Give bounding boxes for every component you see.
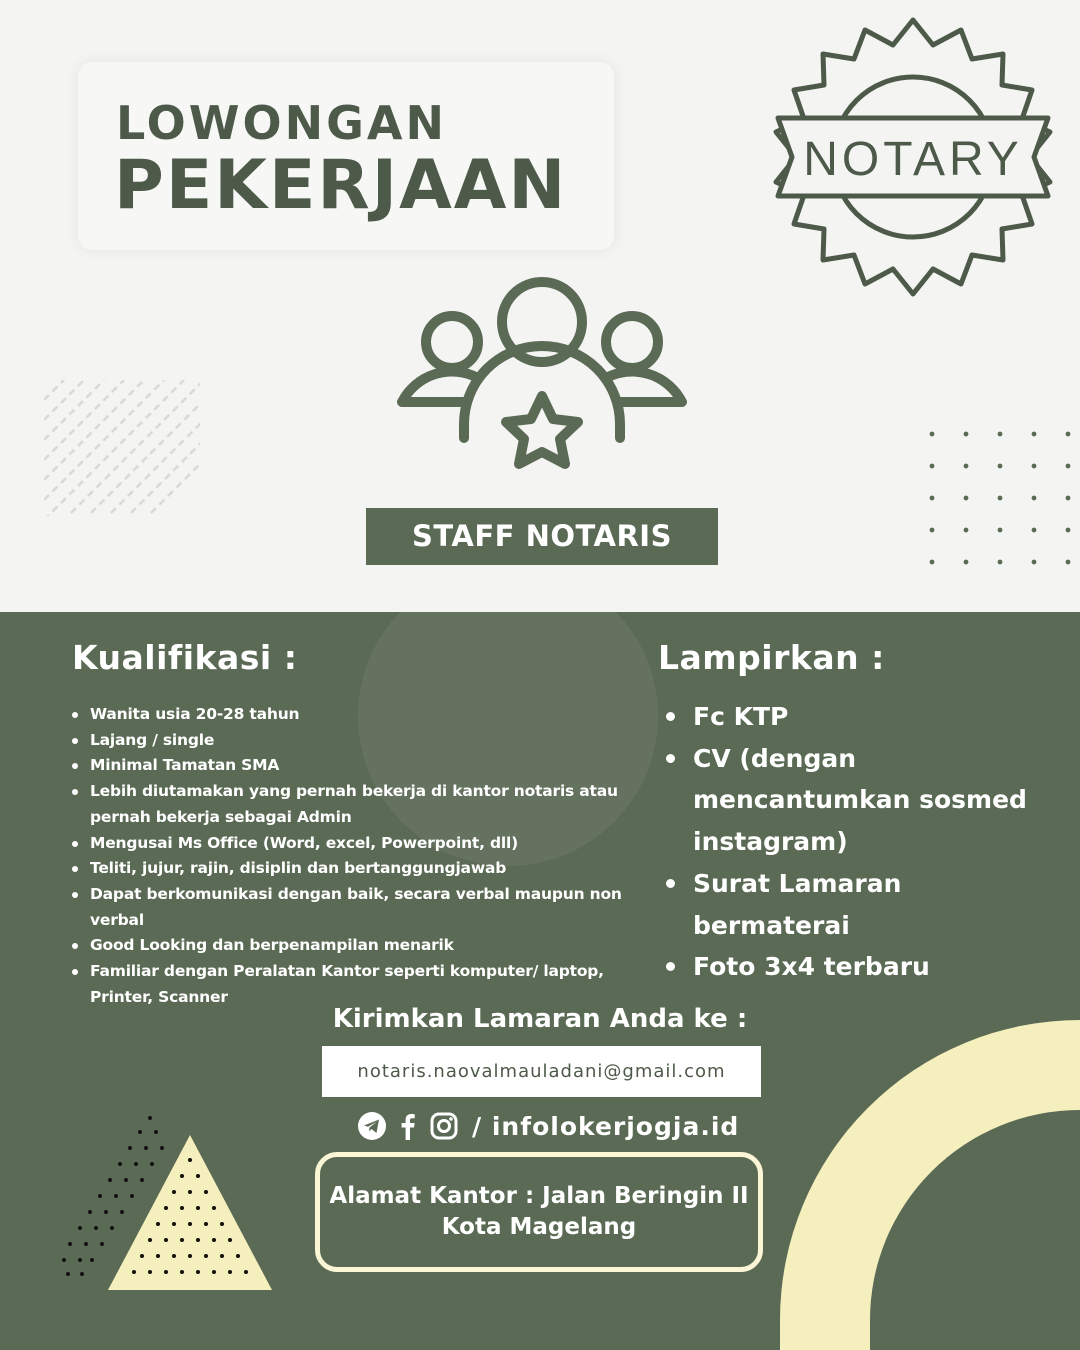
- dotted-triangle-decoration: [60, 1110, 290, 1310]
- list-item: Familiar dengan Peralatan Kantor seperti komputer/ laptop, Printer, Scanner: [70, 959, 630, 1010]
- list-item: Minimal Tamatan SMA: [70, 753, 630, 779]
- attachments-heading: Lampirkan :: [658, 638, 885, 677]
- telegram-icon[interactable]: [356, 1110, 388, 1142]
- team-star-icon: [392, 274, 692, 494]
- cream-arc-decoration: [780, 1020, 1080, 1350]
- attachments-list: [662, 696, 1062, 988]
- stamp-text: NOTARY: [803, 133, 1023, 186]
- list-item: Mengusai Ms Office (Word, excel, Powerpoint, dll): [70, 831, 630, 857]
- social-links: [356, 1106, 739, 1146]
- instagram-icon[interactable]: [428, 1110, 460, 1142]
- job-title-badge: STAFF NOTARIS: [366, 508, 718, 565]
- list-item: Fc KTP: [662, 696, 1062, 738]
- diagonal-hatch-decoration: [44, 380, 200, 516]
- email-address[interactable]: notaris.naovalmauladani@gmail.com: [322, 1046, 761, 1097]
- list-item: Lebih diutamakan yang pernah bekerja di kantor notaris atau pernah bekerja sebagai Admin: [70, 779, 630, 830]
- qualifications-list: [70, 702, 630, 1010]
- list-item: Wanita usia 20-28 tahun: [70, 702, 630, 728]
- list-item: Dapat berkomunikasi dengan baik, secara verbal maupun non verbal: [70, 882, 630, 933]
- list-item: Teliti, jujur, rajin, disiplin dan bertanggungjawab: [70, 856, 630, 882]
- send-application-heading: Kirimkan Lamaran Anda ke :: [332, 1004, 748, 1034]
- title-line-1: LOWONGAN: [116, 96, 447, 150]
- notary-stamp: [770, 14, 1056, 300]
- office-address-box: [315, 1152, 763, 1272]
- address-line-1: Alamat Kantor : Jalan Beringin II: [329, 1183, 749, 1209]
- list-item: Surat Lamaran bermaterai: [662, 863, 1062, 946]
- address-line-2: Kota Magelang: [441, 1214, 637, 1240]
- dot-grid-decoration: [920, 424, 1080, 574]
- list-item: Lajang / single: [70, 728, 630, 754]
- list-item: CV (dengan mencantumkan sosmed instagram): [662, 738, 1062, 863]
- list-item: Foto 3x4 terbaru: [662, 946, 1062, 988]
- qualifications-heading: Kualifikasi :: [72, 638, 298, 677]
- social-handle[interactable]: / infolokerjogja.id: [472, 1111, 740, 1141]
- list-item: Good Looking dan berpenampilan menarik: [70, 933, 630, 959]
- title-line-2: PEKERJAAN: [114, 146, 568, 225]
- facebook-icon[interactable]: [392, 1110, 424, 1142]
